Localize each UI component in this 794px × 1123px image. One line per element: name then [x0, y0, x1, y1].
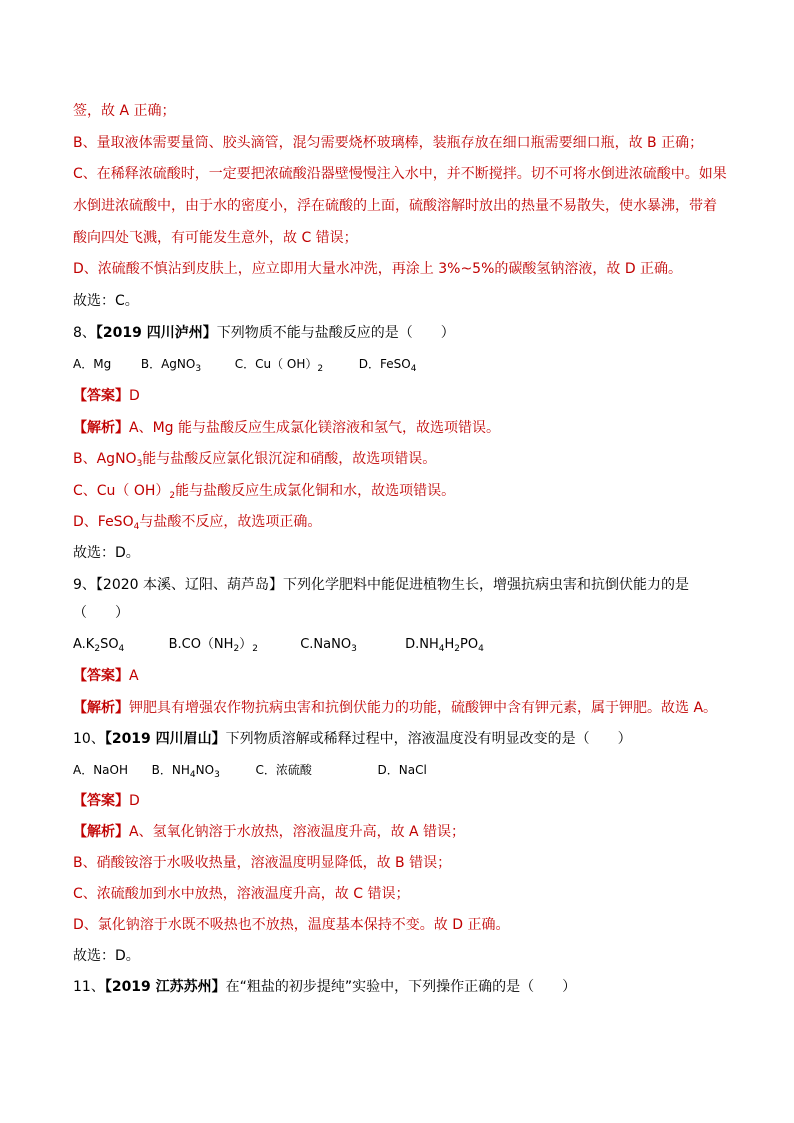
- answer-line: [73, 666, 139, 686]
- question-8: [73, 323, 455, 343]
- prev-explanation-line: 酸向四处飞溅，有可能发生意外，故 C 错误；: [73, 230, 358, 246]
- answer-tag: 【答案】: [73, 388, 129, 404]
- option-a: $A.K_2SO_4$: [73, 637, 125, 654]
- explanation-line: 【解析】A、Mg 能与盐酸反应生成氯化镁溶液和氢气，故选项错误。: [73, 420, 500, 436]
- explanation-line: 【解析】A、氢氧化钠溶于水放热，溶液温度升高，故 A 错误；: [73, 824, 466, 840]
- question-number: 8、: [73, 325, 96, 341]
- explanation-tag: 【解析】: [73, 824, 129, 840]
- prev-explanation-line: 水倒进浓硫酸中，由于水的密度小，浮在硫酸的上面，硫酸溶解时放出的热量不易散失，使水暴沸，带着: [73, 198, 717, 214]
- explanation-tag: 【解析】: [73, 420, 129, 436]
- question-source: 【2019 江苏苏州】: [104, 979, 226, 995]
- answer-line: [73, 791, 140, 811]
- prev-explanation-line: 签，故 A 正确；: [73, 103, 176, 119]
- explanation-line: B、硝酸铵溶于水吸收热量，溶液温度明显降低，故 B 错误；: [73, 855, 452, 871]
- explanation-line: B、AgNO$_3$能与盐酸反应氯化银沉淀和硝酸，故选项错误。: [73, 451, 437, 469]
- prev-choice: 故选：C。: [73, 293, 139, 309]
- explanation-line: C、Cu（ $OH)_2$能与盐酸反应生成氯化铜和水，故选项错误。: [73, 483, 456, 501]
- answer-tag: 【答案】: [73, 668, 129, 684]
- question-stem: 下列化学肥料中能促进植物生长，增强抗病虫害和抗倒伏能力的是: [283, 577, 690, 593]
- question-source: 【2019 四川泸州】: [95, 325, 217, 341]
- question-11: [73, 977, 576, 997]
- option-b: B．$NH_4NO_3$: [151, 763, 220, 780]
- option-a: A．Mg: [73, 357, 112, 371]
- question-source: 【2019 四川眉山】: [104, 731, 226, 747]
- question-source: 【2020 本溪、辽阳、葫芦岛】: [95, 577, 284, 593]
- explanation-line: D、FeSO$_4$与盐酸不反应，故选项正确。: [73, 514, 322, 532]
- prev-explanation-line: D、浓硫酸不慎沾到皮肤上，应立即用大量水冲洗，再涂上 3%~5%的碳酸氢钠溶液，故 D 正确。: [73, 261, 683, 277]
- prev-explanation-line: B、量取液体需要量筒、胶头滴管，混匀需要烧杯玻璃棒，装瓶存放在细口瓶需要细口瓶，故 B 正确；: [73, 135, 704, 151]
- choice-line: 故选：D。: [73, 948, 140, 964]
- question-9: [73, 575, 689, 595]
- option-b: $B.CO(NH_2)_2$: [168, 637, 258, 654]
- explanation-line: C、浓硫酸加到水中放热，溶液温度升高，故 C 错误；: [73, 886, 410, 902]
- explanation-line: D、氯化钠溶于水既不吸热也不放热，温度基本保持不变。故 D 正确。: [73, 917, 510, 933]
- question-number: 10、: [73, 731, 105, 747]
- answer-value: A: [129, 668, 139, 684]
- question-stem: 在“粗盐的初步提纯”实验中，下列操作正确的是（ ）: [225, 979, 577, 995]
- question-number: 9、: [73, 577, 96, 593]
- question-stem: 下列物质不能与盐酸反应的是（ ）: [216, 325, 455, 341]
- option-d: D．NaCl: [377, 763, 427, 777]
- option-a: A．NaOH: [73, 763, 129, 777]
- choice-line: 故选：D。: [73, 545, 140, 561]
- question-paren: （ ）: [73, 605, 129, 621]
- option-c: C．Cu（ $OH)_2$: [234, 357, 324, 374]
- answer-value: D: [129, 793, 140, 809]
- question-10: [73, 729, 632, 749]
- explanation-line: 【解析】钾肥具有增强农作物抗病虫害和抗倒伏能力的功能，硫酸钾中含有钾元素，属于钾肥。故选 A。: [73, 700, 718, 716]
- prev-explanation-line: C、在稀释浓硫酸时，一定要把浓硫酸沿器壁慢慢注入水中，并不断搅拌。切不可将水倒进浓硫酸中。如果: [73, 166, 727, 182]
- answer-tag: 【答案】: [73, 793, 129, 809]
- question-9-options: [73, 635, 484, 659]
- question-10-options: [73, 760, 427, 785]
- option-b: B．AgNO$_3$: [140, 357, 202, 374]
- question-number: 11、: [73, 979, 105, 995]
- option-d: $D.NH_4H_2PO_4$: [405, 637, 484, 654]
- answer-value: D: [129, 388, 140, 404]
- option-d: D．FeSO$_4$: [358, 357, 417, 374]
- explanation-tag: 【解析】: [73, 700, 129, 716]
- question-stem: 下列物质溶解或稀释过程中，溶液温度没有明显改变的是（ ）: [225, 731, 632, 747]
- option-c: C．浓硫酸: [255, 763, 312, 777]
- option-c: C.NaNO$_3$: [300, 637, 357, 654]
- answer-line: [73, 386, 140, 406]
- question-8-options: [73, 354, 416, 379]
